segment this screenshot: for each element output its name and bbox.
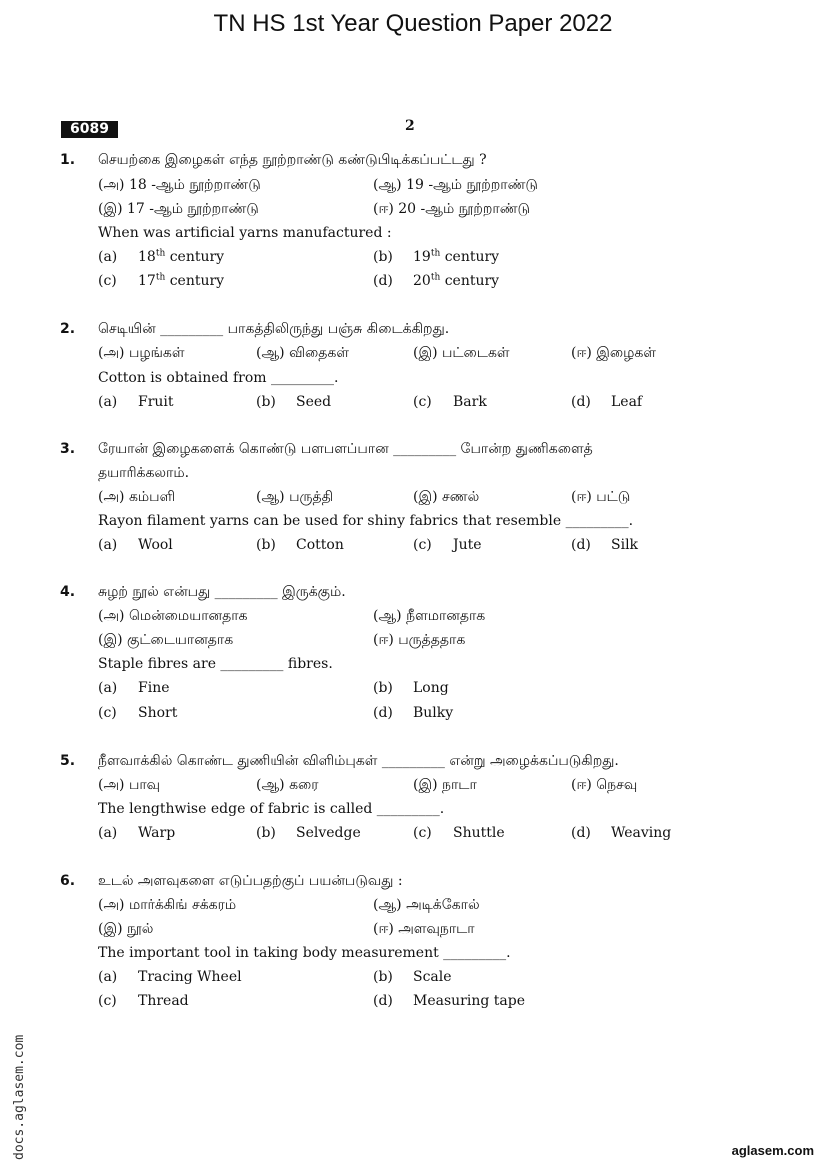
english-option: (a) Tracing Wheel xyxy=(98,969,242,985)
tamil-option: (அ) கம்பளி xyxy=(98,489,176,505)
english-option: (b) Scale xyxy=(373,969,452,985)
english-option: (c) Jute xyxy=(413,537,482,553)
english-option: (c) Shuttle xyxy=(413,825,505,841)
question-tamil: ரேயான் இழைகளைக் கொண்டு பளபளப்பான _________ போன்ற துணிகளைத் xyxy=(98,441,593,457)
english-option: (b) 19th century xyxy=(373,248,500,265)
english-option: (d) 20th century xyxy=(373,272,500,289)
side-watermark: docs.aglasem.com xyxy=(12,1034,27,1160)
english-option: (a) 18th century xyxy=(98,248,225,265)
tamil-option: (இ) பட்டைகள் xyxy=(413,345,510,361)
tamil-option: (ஈ) பட்டு xyxy=(571,489,631,505)
footer-watermark: aglasem.com xyxy=(731,1143,814,1158)
tamil-option: (அ) 18 -ஆம் நூற்றாண்டு xyxy=(98,177,261,193)
question-english: Rayon filament yarns can be used for shiny fabrics that resemble _________. xyxy=(98,513,634,529)
question-tamil: சுழற் நூல் என்பது _________ இருக்கும். xyxy=(98,584,346,600)
question-english: The important tool in taking body measurement _________. xyxy=(98,945,511,961)
tamil-option: (ஈ) இழைகள் xyxy=(571,345,656,361)
question-number: 1. xyxy=(60,152,76,168)
english-option: (b) Seed xyxy=(256,394,332,410)
question-english: The lengthwise edge of fabric is called _________. xyxy=(98,801,445,817)
english-option: (a) Fruit xyxy=(98,394,174,410)
question-number: 6. xyxy=(60,873,76,889)
english-option: (c) 17th century xyxy=(98,272,225,289)
english-option: (a) Wool xyxy=(98,537,173,553)
tamil-option: (இ) நாடா xyxy=(413,777,477,793)
page-number: 2 xyxy=(405,118,415,134)
tamil-option: (ஆ) 19 -ஆம் நூற்றாண்டு xyxy=(373,177,538,193)
tamil-option: (ஆ) விதைகள் xyxy=(256,345,349,361)
tamil-option: (ஆ) பருத்தி xyxy=(256,489,334,505)
tamil-option: (அ) பாவு xyxy=(98,777,161,793)
tamil-option: (இ) குட்டையானதாக xyxy=(98,632,234,648)
english-option: (c) Short xyxy=(98,705,178,721)
question-english: Staple fibres are _________ fibres. xyxy=(98,656,333,672)
tamil-option: (ஆ) நீளமானதாக xyxy=(373,608,486,624)
tamil-option: (ஆ) அடிக்கோல் xyxy=(373,897,480,913)
english-option: (d) Bulky xyxy=(373,705,454,721)
question-tamil: செடியின் _________ பாகத்திலிருந்து பஞ்சு கிடைக்கிறது. xyxy=(98,321,450,337)
english-option: (b) Cotton xyxy=(256,537,344,553)
english-option: (b) Selvedge xyxy=(256,825,361,841)
tamil-option: (இ) 17 -ஆம் நூற்றாண்டு xyxy=(98,201,259,217)
english-option: (c) Thread xyxy=(98,993,189,1009)
tamil-option: (இ) சணல் xyxy=(413,489,480,505)
tamil-option: (ஆ) கரை xyxy=(256,777,319,793)
tamil-option: (அ) பழங்கள் xyxy=(98,345,185,361)
tamil-option: (ஈ) நெசவு xyxy=(571,777,638,793)
english-option: (d) Weaving xyxy=(571,825,672,841)
tamil-option: (ஈ) அளவுநாடா xyxy=(373,921,475,937)
question-tamil: செயற்கை இழைகள் எந்த நூற்றாண்டு கண்டுபிடிக்கப்பட்டது ? xyxy=(98,152,487,168)
question-tamil: உடல் அளவுகளை எடுப்பதற்குப் பயன்படுவது : xyxy=(98,873,403,889)
english-option: (a) Fine xyxy=(98,680,170,696)
question-tamil-cont: தயாரிக்கலாம். xyxy=(98,465,190,481)
question-number: 4. xyxy=(60,584,76,600)
question-english: When was artificial yarns manufactured : xyxy=(98,225,392,241)
english-option: (b) Long xyxy=(373,680,449,696)
question-tamil: நீளவாக்கில் கொண்ட துணியின் விளிம்புகள் _________ என்று அழைக்கப்படுகிறது. xyxy=(98,753,619,769)
page-title: TN HS 1st Year Question Paper 2022 xyxy=(213,10,613,37)
tamil-option: (அ) மார்க்கிங் சக்கரம் xyxy=(98,897,237,913)
english-option: (d) Measuring tape xyxy=(373,993,525,1009)
english-option: (d) Leaf xyxy=(571,394,643,410)
question-number: 2. xyxy=(60,321,76,337)
english-option: (c) Bark xyxy=(413,394,487,410)
english-option: (a) Warp xyxy=(98,825,176,841)
tamil-option: (இ) நூல் xyxy=(98,921,154,937)
question-number: 3. xyxy=(60,441,76,457)
paper-code-badge: 6089 xyxy=(61,121,118,138)
tamil-option: (அ) மென்மையானதாக xyxy=(98,608,248,624)
english-option: (d) Silk xyxy=(571,537,639,553)
question-number: 5. xyxy=(60,753,76,769)
question-english: Cotton is obtained from _________. xyxy=(98,370,339,386)
tamil-option: (ஈ) 20 -ஆம் நூற்றாண்டு xyxy=(373,201,531,217)
tamil-option: (ஈ) பருத்ததாக xyxy=(373,632,466,648)
